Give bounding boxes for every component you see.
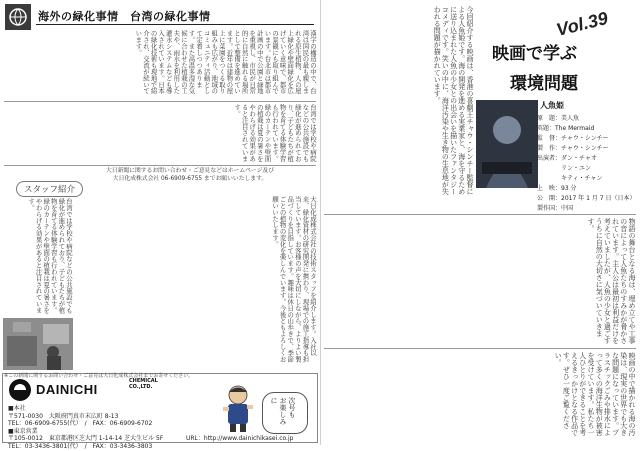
speech-bubble-text: 次号も お楽しみに <box>270 397 296 425</box>
ad-note: ※この新聞に関するお問い合わせ・ご意見は大日化成株式会社までお寄せください。 <box>4 373 194 379</box>
company-logo-icon <box>8 378 32 402</box>
address-block <box>8 405 163 451</box>
column-rule <box>324 214 636 215</box>
column-rule <box>324 348 636 349</box>
head-office-address: 〒571-0030 大阪府門真市末広町 8-13 <box>8 412 119 420</box>
company-sub-line-2: CO.,LTD. <box>129 384 153 390</box>
head-office-label: ■本社 <box>8 405 26 412</box>
speech-bubble <box>262 392 308 434</box>
movie-poster <box>476 100 538 188</box>
section-title: 海外の緑化事情 台湾の緑化事情 <box>38 10 211 23</box>
credit-line: キティ・チャン <box>537 175 603 182</box>
volume-number: Vol.39 <box>554 7 610 41</box>
page-divider <box>320 0 321 445</box>
tokyo-office-address: 〒105-0012 東京都港区芝大門 1-14-14 芝大生ビル 5F <box>8 435 164 443</box>
company-name: DAINICHI <box>36 382 98 397</box>
company-sub-line-1: CHEMICAL <box>129 378 158 384</box>
head-office-tel: TEL：06-6909-6755(代） / FAX：06-6909-6702 <box>8 420 153 428</box>
header-rule <box>36 24 314 25</box>
credit-line: 製 作：チャウ・シンチー <box>537 145 609 152</box>
contact-notice: 大日新聞に関するお問い合わせ・ご意見などはホームページ及び 大日化成株式会社 06-6909-6755 までお願いいたします。 <box>106 168 274 182</box>
staff-intro-label: スタッフ紹介 <box>16 181 83 197</box>
mascot-illustration <box>218 383 258 433</box>
tokyo-office-label: ■東京営業 <box>8 427 38 435</box>
article-body-middle: 台湾では学校や病院などの公共施設でも緑化が進められており、子どもたちが植物を育てる体験学習も行われています。緑のカーテンや壁面の植栽は夏の暑さをやわらげる効果があると注目されています。 <box>233 104 317 162</box>
credit-line: 監 督：チャウ・シンチー <box>537 135 609 142</box>
series-title-line-1: 映画で学ぶ <box>492 44 577 64</box>
credit-line: 英題：The Mermaid <box>537 125 595 132</box>
column-rule <box>4 101 316 102</box>
credit-line: 原 題：美人魚 <box>537 115 580 122</box>
film-article-body-middle: 物語の舞台となる海は、埋め立てや工事の音によって人魚たちのすみかが脅かされています。主人公は最初は利益だけを考えていましたが、人魚の少女と過ごすうちに自然の大切さに気づいていきます。 <box>586 218 636 344</box>
film-article-body-top: 今回紹介する映画は、香港の喜劇王チャウ・シンチー監督による人魚姫です。海の開発を進める実業家と、海を守るために送り込まれた人魚の少女との出会いを描いたファンタジーコメディです。笑いの中に、海洋汚染や生き物の生息地が失われる問題が描かれています。 <box>433 6 474 195</box>
credit-line: 製作国：中国 <box>537 205 574 212</box>
globe-leaf-icon <box>5 4 31 30</box>
series-title-line-2: 環境問題 <box>510 74 578 94</box>
credit-line: リン・ユン <box>537 165 592 172</box>
film-article-body-bottom: 映画の中で描かれる海の汚染は、現実の世界でも大きな問題になっています。プラスチックごみや排水によって多くの海洋生物が被害を受けています。私たち一人ひとりができることを考えるきっかけとなる作品です。ぜひ一度ご覧ください。 <box>554 352 636 436</box>
tokyo-office-tel: TEL：03-3436-3801(代） / FAX：03-3436-3803 <box>8 442 153 450</box>
column-rule <box>4 165 316 166</box>
article-body-top: 漢字の構造の中で、台湾は国民の最も親しまれる原生植物、人の屋上緑化や壁面緑化を広げていく意味で、都市の景観にも取り組んでいます。台北市は都市計画の中で公園と緑地を重視し、市民が日常的に自然に触れる場所として整備を進めています。近年は建物の屋上に菜園をつくる取り組みも広がり、地域のコミュニティ活動として定着しつつあります。また高温多湿な気候に合わせた植栽の工夫や、雨水を利用した灌水システムなども導入されています。日本の緑化技術も現地で紹介され、交流が続いています。 <box>134 30 317 94</box>
movie-title: 人魚姫 <box>540 101 564 110</box>
company-name-sub <box>129 378 158 390</box>
credit-line: 出演者：ダン・チャオ <box>537 155 597 162</box>
credit-line: 公 開：2017 年 1 月 7 日（日本） <box>537 195 636 202</box>
staff-intro-body: 大日化成株式会社の技術スタッフを紹介します。入社以来、緑化資材の研究開発に携わり、現場での施工指導も担当しています。お客様の声を大切にしながら、よりよい製品づくりを目指しています。趣味は休日の山歩きで、季節ごとの植物の変化を楽しんでいます。今後ともよろしくお願いいたします。 <box>271 196 317 363</box>
company-url-link[interactable]: URL：http://www.dainichikasei.co.jp <box>186 435 294 442</box>
staff-intro-body-left: 台湾では学校や病院などの公共施設でも緑化が進められており、子どもたちが植物を育てる体験学習も行われています。緑のカーテンや壁面の植栽は夏の暑さをやわらげる効果があると注目されています。 <box>27 198 73 314</box>
staff-photo <box>3 318 73 370</box>
credit-line: 上 映：93 分 <box>537 185 577 192</box>
